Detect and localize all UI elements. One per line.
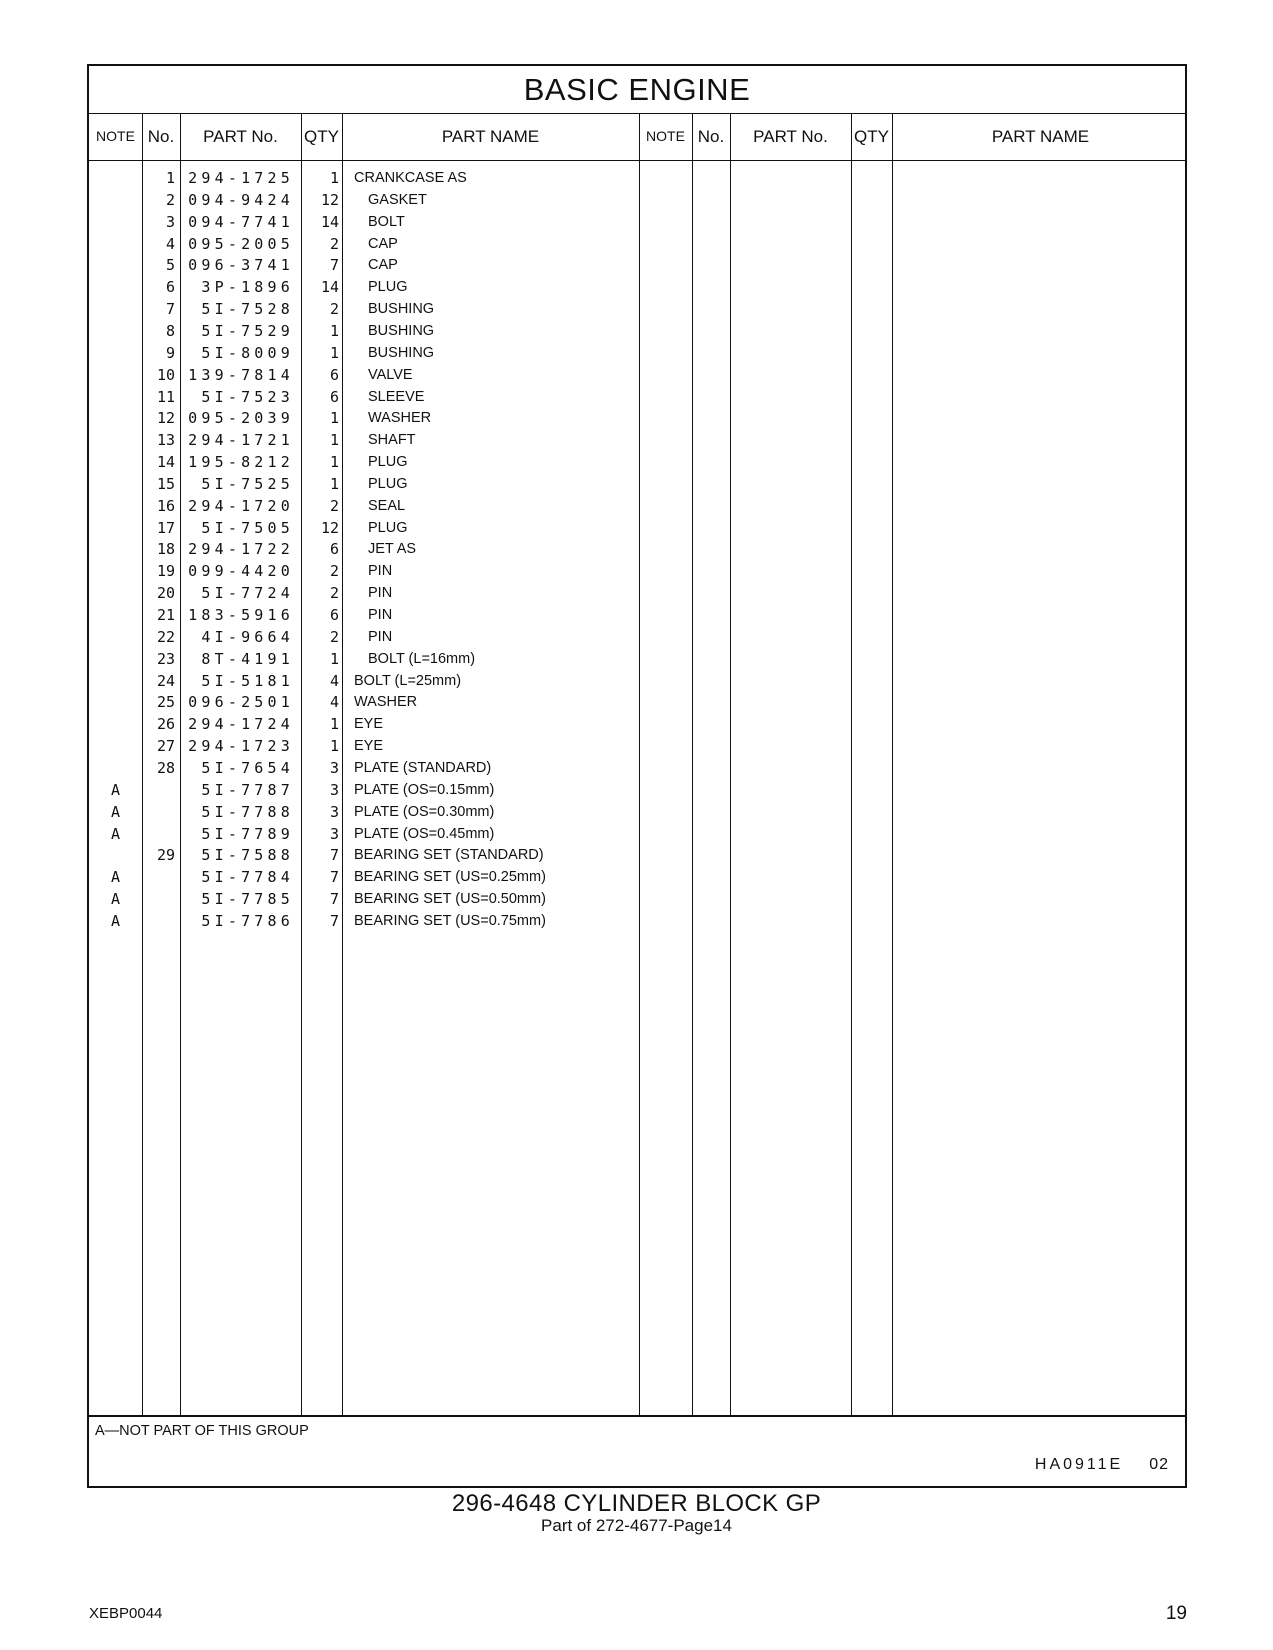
row-note bbox=[89, 473, 142, 496]
row-note: A bbox=[110, 868, 121, 887]
row-part-name: CAP bbox=[368, 257, 398, 274]
row-note bbox=[89, 407, 142, 430]
row-note bbox=[89, 189, 142, 212]
row-quantity: 1 bbox=[329, 321, 339, 340]
row-note bbox=[89, 670, 142, 693]
row-quantity: 3 bbox=[329, 780, 339, 799]
row-note bbox=[89, 167, 142, 190]
row-quantity: 2 bbox=[329, 496, 339, 515]
row-part-name: SEAL bbox=[368, 497, 406, 514]
row-part-number: 095-2005 bbox=[188, 234, 294, 253]
row-item-number: 7 bbox=[165, 300, 175, 319]
row-quantity: 2 bbox=[329, 584, 339, 603]
row-quantity: 1 bbox=[329, 169, 339, 187]
row-item-number: 5 bbox=[165, 256, 175, 275]
row-note: A bbox=[110, 824, 121, 843]
row-part-number: 5I-7529 bbox=[201, 321, 294, 340]
row-quantity: 1 bbox=[329, 453, 339, 472]
row-part-number: 294-1724 bbox=[188, 715, 294, 734]
parts-list-frame bbox=[87, 64, 1187, 1488]
row-item-number bbox=[142, 823, 175, 846]
row-part-number: 139-7814 bbox=[188, 365, 294, 384]
row-part-number: 5I-7588 bbox=[201, 846, 294, 865]
row-item-number: 19 bbox=[156, 562, 175, 581]
row-quantity: 7 bbox=[329, 846, 339, 865]
row-part-name: WASHER bbox=[354, 694, 418, 711]
row-item-number: 25 bbox=[156, 693, 175, 712]
row-part-number: 5I-8009 bbox=[201, 343, 294, 362]
row-quantity: 6 bbox=[329, 606, 339, 624]
row-note bbox=[89, 320, 142, 343]
row-quantity: 2 bbox=[329, 562, 339, 581]
row-item-number: 20 bbox=[156, 584, 175, 603]
row-part-number: 5I-7505 bbox=[201, 518, 294, 537]
row-quantity: 7 bbox=[329, 911, 339, 930]
header-note-left: NOTE bbox=[96, 128, 135, 144]
row-quantity: 4 bbox=[329, 693, 339, 712]
row-note bbox=[89, 560, 142, 583]
row-note bbox=[89, 233, 142, 256]
row-part-number: 5I-7789 bbox=[201, 824, 294, 843]
row-note bbox=[89, 626, 142, 649]
row-note bbox=[89, 495, 142, 518]
row-part-number: 294-1720 bbox=[188, 496, 294, 515]
column-divider bbox=[851, 113, 852, 1415]
row-item-number: 27 bbox=[156, 737, 175, 756]
row-part-name: PLUG bbox=[368, 279, 408, 296]
row-part-number: 294-1723 bbox=[188, 737, 294, 756]
header-no-left: No. bbox=[147, 127, 175, 146]
row-part-number: 4I-9664 bbox=[201, 627, 294, 646]
column-divider bbox=[342, 113, 343, 1415]
page-number: 19 bbox=[1165, 1603, 1187, 1624]
row-note bbox=[89, 298, 142, 321]
row-quantity: 7 bbox=[329, 890, 339, 909]
row-quantity: 1 bbox=[329, 474, 339, 493]
row-note bbox=[89, 757, 142, 780]
column-header-row bbox=[89, 113, 1185, 161]
row-part-name: PLUG bbox=[368, 475, 408, 492]
row-note bbox=[89, 342, 142, 365]
row-quantity: 14 bbox=[320, 212, 339, 231]
row-quantity: 1 bbox=[329, 343, 339, 362]
row-note bbox=[89, 648, 142, 671]
row-part-name: BOLT bbox=[368, 213, 405, 230]
row-note bbox=[89, 582, 142, 605]
row-item-number: 18 bbox=[156, 540, 175, 559]
row-note bbox=[89, 517, 142, 540]
row-part-name: BEARING SET (US=0.75mm) bbox=[354, 912, 546, 929]
row-quantity: 7 bbox=[329, 256, 339, 275]
header-part-no-left: PART No. bbox=[203, 127, 278, 146]
row-part-number: 8T-4191 bbox=[201, 649, 294, 668]
row-part-name: WASHER bbox=[368, 410, 432, 427]
row-part-name: BOLT (L=16mm) bbox=[368, 650, 476, 667]
row-quantity: 14 bbox=[320, 278, 339, 297]
group-title: 296-4648 CYLINDER BLOCK GP bbox=[451, 1490, 822, 1517]
row-part-number: 095-2039 bbox=[188, 409, 294, 428]
row-note bbox=[89, 691, 142, 714]
column-divider bbox=[730, 113, 731, 1415]
row-quantity: 1 bbox=[329, 409, 339, 428]
row-part-name: JET AS bbox=[368, 541, 417, 558]
row-quantity: 1 bbox=[329, 737, 339, 756]
row-part-name: EYE bbox=[354, 716, 384, 733]
row-part-name: PLATE (OS=0.45mm) bbox=[354, 825, 495, 842]
row-part-name: PLATE (OS=0.15mm) bbox=[354, 781, 495, 798]
row-item-number: 23 bbox=[156, 649, 175, 668]
row-quantity: 2 bbox=[329, 300, 339, 319]
row-item-number: 28 bbox=[156, 758, 175, 777]
row-item-number: 10 bbox=[156, 365, 175, 384]
row-part-name: SHAFT bbox=[368, 432, 416, 449]
document-id: XEBP0044 bbox=[89, 1605, 163, 1622]
row-note bbox=[89, 538, 142, 561]
row-part-number: 096-2501 bbox=[188, 693, 294, 712]
row-item-number: 1 bbox=[165, 169, 175, 187]
row-part-number: 3P-1896 bbox=[201, 278, 294, 297]
row-part-name: BOLT (L=25mm) bbox=[354, 672, 462, 689]
row-part-number: 5I-7784 bbox=[201, 868, 294, 887]
row-quantity: 1 bbox=[329, 431, 339, 450]
row-quantity: 3 bbox=[329, 758, 339, 777]
row-quantity: 1 bbox=[329, 715, 339, 734]
row-part-name: BEARING SET (STANDARD) bbox=[354, 847, 544, 864]
row-note bbox=[89, 451, 142, 474]
row-item-number: 13 bbox=[156, 431, 175, 450]
row-item-number: 26 bbox=[156, 715, 175, 734]
header-no-right: No. bbox=[697, 127, 725, 146]
row-part-number: 094-7741 bbox=[188, 212, 294, 231]
header-qty-left: QTY bbox=[304, 127, 339, 146]
row-part-number: 5I-7528 bbox=[201, 300, 294, 319]
row-item-number: 12 bbox=[156, 409, 175, 428]
row-part-name: CRANKCASE AS bbox=[354, 170, 467, 186]
row-quantity: 7 bbox=[329, 868, 339, 887]
row-note: A bbox=[110, 911, 121, 930]
header-part-name-right: PART NAME bbox=[991, 127, 1090, 146]
row-part-number: 5I-7525 bbox=[201, 474, 294, 493]
row-note bbox=[89, 276, 142, 299]
row-item-number: 16 bbox=[156, 496, 175, 515]
footnote: A—NOT PART OF THIS GROUP bbox=[95, 1423, 309, 1439]
row-part-name: VALVE bbox=[368, 366, 413, 383]
table-bottom-rule bbox=[89, 1415, 1185, 1417]
row-part-number: 5I-5181 bbox=[201, 671, 294, 690]
row-quantity: 1 bbox=[329, 649, 339, 668]
row-item-number: 6 bbox=[165, 278, 175, 297]
reference-code-revision: 02 bbox=[1149, 1456, 1169, 1473]
header-part-name-left: PART NAME bbox=[441, 127, 540, 146]
row-quantity: 2 bbox=[329, 234, 339, 253]
row-item-number: 11 bbox=[156, 387, 175, 406]
row-item-number: 8 bbox=[165, 321, 175, 340]
row-item-number: 22 bbox=[156, 627, 175, 646]
row-quantity: 12 bbox=[320, 190, 339, 209]
row-part-number: 5I-7654 bbox=[201, 758, 294, 777]
row-part-name: BUSHING bbox=[368, 344, 435, 361]
row-item-number: 2 bbox=[165, 190, 175, 209]
row-part-name: PLUG bbox=[368, 454, 408, 471]
row-part-number: 096-3741 bbox=[188, 256, 294, 275]
row-quantity: 2 bbox=[329, 627, 339, 646]
row-quantity: 3 bbox=[329, 824, 339, 843]
row-item-number: 17 bbox=[156, 518, 175, 537]
row-part-number: 183-5916 bbox=[188, 606, 294, 624]
row-part-name: BUSHING bbox=[368, 322, 435, 339]
row-quantity: 6 bbox=[329, 540, 339, 559]
row-item-number bbox=[142, 866, 175, 889]
row-item-number: 29 bbox=[156, 846, 175, 865]
column-divider bbox=[301, 113, 302, 1415]
row-note bbox=[89, 604, 142, 627]
row-part-number: 5I-7787 bbox=[201, 780, 294, 799]
header-qty-right: QTY bbox=[854, 127, 889, 146]
row-item-number: 15 bbox=[156, 474, 175, 493]
row-part-name: GASKET bbox=[368, 191, 427, 208]
row-note bbox=[89, 429, 142, 452]
row-part-number: 294-1725 bbox=[188, 169, 294, 187]
row-part-name: PIN bbox=[368, 585, 393, 602]
row-part-number: 5I-7788 bbox=[201, 802, 294, 821]
row-part-name: BEARING SET (US=0.25mm) bbox=[354, 869, 546, 886]
row-note: A bbox=[110, 780, 121, 799]
row-item-number: 9 bbox=[165, 343, 175, 362]
row-item-number: 21 bbox=[156, 606, 175, 624]
row-note bbox=[89, 844, 142, 867]
column-divider bbox=[892, 113, 893, 1415]
row-part-number: 099-4420 bbox=[188, 562, 294, 581]
row-part-name: PIN bbox=[368, 607, 393, 623]
row-part-number: 5I-7724 bbox=[201, 584, 294, 603]
row-part-name: PLATE (STANDARD) bbox=[354, 759, 492, 776]
row-item-number: 14 bbox=[156, 453, 175, 472]
row-part-name: PLATE (OS=0.30mm) bbox=[354, 803, 495, 820]
reference-code-id: HA0911E bbox=[1034, 1456, 1124, 1473]
row-part-name: BUSHING bbox=[368, 301, 435, 318]
row-part-number: 094-9424 bbox=[188, 190, 294, 209]
row-item-number: 24 bbox=[156, 671, 175, 690]
row-part-number: 5I-7523 bbox=[201, 387, 294, 406]
row-part-name: PIN bbox=[368, 563, 393, 580]
row-note: A bbox=[110, 802, 121, 821]
row-note bbox=[89, 364, 142, 387]
row-part-number: 294-1721 bbox=[188, 431, 294, 450]
row-part-number: 5I-7786 bbox=[201, 911, 294, 930]
row-note bbox=[89, 211, 142, 234]
row-part-name: PIN bbox=[368, 628, 393, 645]
row-item-number bbox=[142, 801, 175, 824]
row-item-number: 4 bbox=[165, 234, 175, 253]
row-part-name: SLEEVE bbox=[368, 388, 425, 405]
reference-code bbox=[1035, 1456, 1169, 1474]
row-item-number bbox=[142, 779, 175, 802]
row-part-name: PLUG bbox=[368, 519, 408, 536]
row-note bbox=[89, 254, 142, 277]
row-note: A bbox=[110, 890, 121, 909]
row-quantity: 4 bbox=[329, 671, 339, 690]
row-note bbox=[89, 386, 142, 409]
row-part-number: 5I-7785 bbox=[201, 890, 294, 909]
group-subtitle: Part of 272-4677-Page14 bbox=[541, 1516, 732, 1535]
section-title: BASIC ENGINE bbox=[89, 66, 1185, 114]
row-part-number: 195-8212 bbox=[188, 453, 294, 472]
row-part-name: EYE bbox=[354, 738, 384, 755]
row-item-number: 3 bbox=[165, 212, 175, 231]
row-note bbox=[89, 713, 142, 736]
row-quantity: 6 bbox=[329, 365, 339, 384]
row-quantity: 3 bbox=[329, 802, 339, 821]
column-divider bbox=[692, 113, 693, 1415]
row-part-number: 294-1722 bbox=[188, 540, 294, 559]
row-quantity: 12 bbox=[320, 518, 339, 537]
row-quantity: 6 bbox=[329, 387, 339, 406]
row-item-number bbox=[142, 910, 175, 933]
row-item-number bbox=[142, 888, 175, 911]
row-part-name: CAP bbox=[368, 235, 398, 252]
row-note bbox=[89, 735, 142, 758]
header-part-no-right: PART No. bbox=[753, 127, 828, 146]
header-note-right: NOTE bbox=[646, 128, 685, 144]
row-part-name: BEARING SET (US=0.50mm) bbox=[354, 891, 546, 908]
